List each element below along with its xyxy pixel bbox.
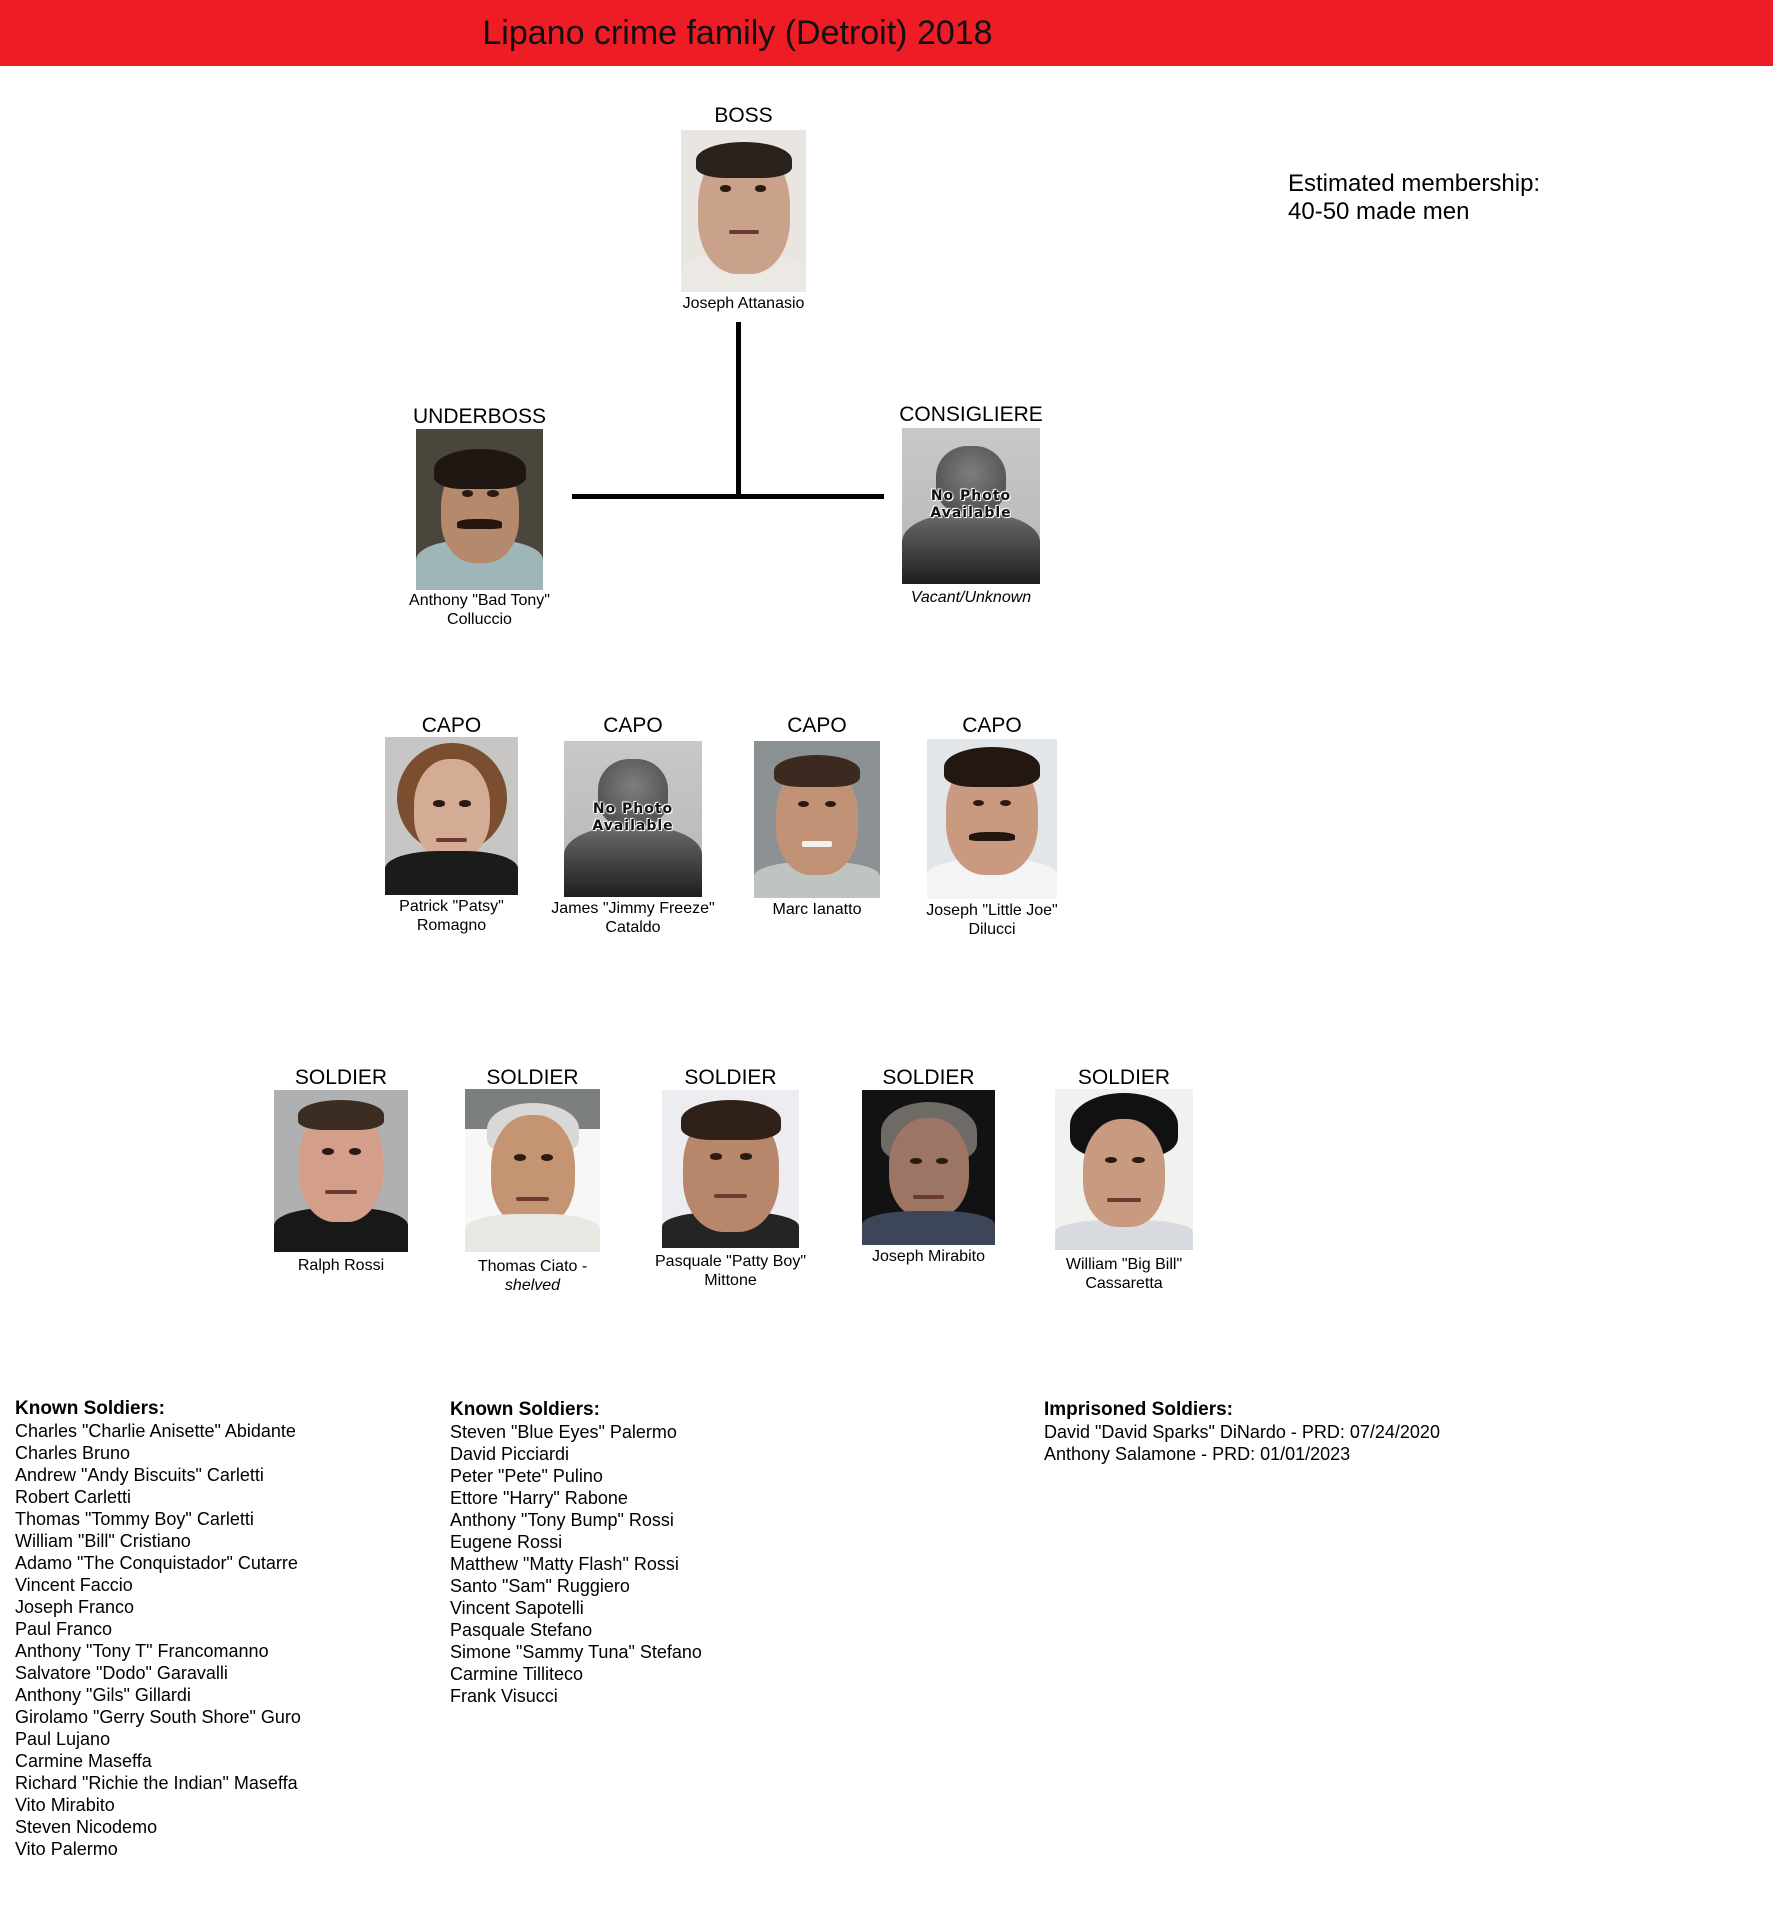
- list-item: Vito Mirabito: [15, 1795, 115, 1815]
- list-item: Anthony "Gils" Gillardi: [15, 1685, 191, 1705]
- capo-name: Marc Ianatto: [772, 901, 862, 918]
- list-item: Matthew "Matty Flash" Rossi: [450, 1554, 679, 1574]
- list-item: Peter "Pete" Pulino: [450, 1466, 603, 1486]
- known-soldiers-list: [450, 1399, 702, 1707]
- list-item: William "Bill" Cristiano: [15, 1531, 191, 1551]
- list-item: Pasquale Stefano: [450, 1620, 593, 1640]
- list-item: Paul Franco: [15, 1619, 113, 1639]
- list-item: David "David Sparks" DiNardo - PRD: 07/24/2020: [1044, 1422, 1440, 1442]
- boss-name: Joseph Attanasio: [682, 295, 805, 312]
- status-note: shelved: [504, 1277, 561, 1294]
- list-heading: Imprisoned Soldiers:: [1044, 1399, 1233, 1420]
- known-soldiers-items: [450, 1421, 702, 1707]
- list-item: Vito Palermo: [15, 1839, 118, 1859]
- page-title: Lipano crime family (Detroit) 2018: [482, 14, 993, 52]
- known-soldiers-list: [15, 1398, 301, 1860]
- list-item: Joseph Franco: [15, 1597, 135, 1617]
- soldier-photo: [862, 1090, 995, 1245]
- list-item: Eugene Rossi: [450, 1532, 563, 1552]
- list-item: Adamo "The Conquistador" Cutarre: [15, 1553, 298, 1573]
- rank-label: SOLDIER: [294, 1066, 388, 1089]
- soldier-name: Thomas Ciato - shelved: [477, 1258, 588, 1294]
- soldier-name: William "Big Bill" Cassaretta: [1065, 1256, 1183, 1292]
- list-item: Anthony "Tony Bump" Rossi: [450, 1510, 674, 1530]
- underboss-name: Anthony "Bad Tony" Colluccio: [409, 592, 550, 628]
- list-item: Steven Nicodemo: [15, 1817, 158, 1837]
- membership-value: 40-50 made men: [1288, 198, 1470, 225]
- list-heading: Known Soldiers:: [450, 1399, 600, 1420]
- underboss-photo: [416, 429, 543, 590]
- capo-photo: [385, 737, 518, 895]
- rank-label: CAPO: [962, 714, 1022, 737]
- rank-label: CAPO: [603, 714, 663, 737]
- soldier-photo: [662, 1090, 799, 1248]
- title-bar: [0, 0, 1773, 66]
- soldier-name: Joseph Mirabito: [872, 1248, 985, 1265]
- rank-label: CAPO: [421, 714, 482, 737]
- soldier-photo: [1055, 1089, 1193, 1250]
- list-item: David Picciardi: [450, 1444, 570, 1464]
- list-item: Robert Carletti: [15, 1487, 132, 1507]
- rank-label: CAPO: [787, 714, 847, 737]
- soldier-photo: [465, 1089, 600, 1252]
- membership-estimate: [1288, 170, 1540, 226]
- list-item: Carmine Tilliteco: [450, 1664, 584, 1684]
- list-item: Andrew "Andy Biscuits" Carletti: [15, 1465, 264, 1485]
- no-photo-placeholder: No Photo Available: [564, 741, 702, 897]
- rank-label: UNDERBOSS: [412, 405, 547, 428]
- list-item: Simone "Sammy Tuna" Stefano: [450, 1642, 702, 1662]
- list-item: Charles Bruno: [15, 1443, 131, 1463]
- capo-name: Joseph "Little Joe" Dilucci: [926, 902, 1058, 938]
- capo-photo: [927, 739, 1057, 899]
- list-item: Charles "Charlie Anisette" Abidante: [15, 1421, 296, 1441]
- list-item: Vincent Sapotelli: [450, 1598, 584, 1618]
- capo-name: Patrick "Patsy" Romagno: [399, 898, 504, 934]
- list-item: Vincent Faccio: [15, 1575, 133, 1595]
- no-photo-placeholder: No Photo Available: [902, 428, 1040, 584]
- list-item: Ettore "Harry" Rabone: [450, 1488, 628, 1508]
- list-item: Richard "Richie the Indian" Maseffa: [15, 1773, 298, 1793]
- rank-label: SOLDIER: [1077, 1066, 1171, 1089]
- capo-photo: [754, 741, 880, 898]
- list-heading: Known Soldiers:: [15, 1398, 165, 1419]
- consigliere-name: Vacant/Unknown: [910, 589, 1032, 606]
- rank-label: SOLDIER: [684, 1066, 777, 1089]
- imprisoned-soldiers-list: [1044, 1399, 1440, 1465]
- known-soldiers-items: [15, 1420, 301, 1860]
- membership-label: Estimated membership:: [1288, 170, 1541, 197]
- list-item: Anthony "Tony T" Francomanno: [15, 1641, 269, 1661]
- soldier-name: Ralph Rossi: [297, 1257, 385, 1274]
- list-item: Paul Lujano: [15, 1729, 111, 1749]
- list-item: Steven "Blue Eyes" Palermo: [450, 1422, 677, 1442]
- list-item: Santo "Sam" Ruggiero: [450, 1576, 630, 1596]
- imprisoned-soldiers-items: [1044, 1421, 1440, 1465]
- rank-label: SOLDIER: [882, 1066, 975, 1089]
- soldier-name: Pasquale "Patty Boy" Mittone: [655, 1253, 806, 1289]
- list-item: Girolamo "Gerry South Shore" Guro: [15, 1707, 301, 1727]
- list-item: Carmine Maseffa: [15, 1751, 152, 1771]
- list-item: Anthony Salamone - PRD: 01/01/2023: [1044, 1444, 1351, 1464]
- list-item: Frank Visucci: [450, 1686, 558, 1706]
- connector-horizontal: [572, 494, 884, 499]
- rank-label: BOSS: [714, 104, 773, 127]
- rank-label: SOLDIER: [486, 1066, 579, 1089]
- rank-label: CONSIGLIERE: [899, 403, 1043, 426]
- capo-name: James "Jimmy Freeze" Cataldo: [551, 900, 715, 936]
- list-item: Thomas "Tommy Boy" Carletti: [15, 1509, 254, 1529]
- soldier-photo: [274, 1090, 408, 1252]
- connector-vertical: [736, 322, 741, 498]
- list-item: Salvatore "Dodo" Garavalli: [15, 1663, 228, 1683]
- boss-photo: [681, 130, 806, 292]
